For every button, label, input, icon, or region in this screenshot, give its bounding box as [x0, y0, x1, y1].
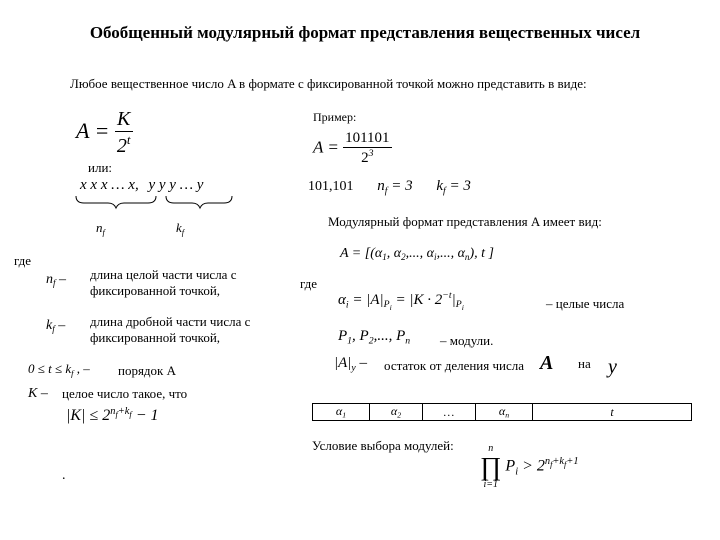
alpha-tail: |	[451, 291, 456, 308]
condition-formula: n ∏ i=1 $P_i > 2^{n_f+k_f+1}$	[480, 443, 579, 490]
braces	[74, 194, 234, 210]
example-formula	[313, 130, 392, 167]
remainder-a: A	[540, 352, 554, 374]
format-cell-ellipsis: …	[423, 404, 476, 421]
remainder-abs: |A|	[334, 355, 352, 371]
t-ineq-text: 0 ≤ t ≤ k	[28, 361, 72, 376]
example-numerator: 101101	[345, 130, 390, 146]
nf-definition: длина целой части числа с фиксированной точкой,	[90, 267, 237, 298]
example-denominator: 2	[361, 149, 369, 166]
modular-formula: $A = [(\alpha_1$, $\alpha_2$,..., $\alpha_i$,..., $\alpha_n$), t ]	[340, 246, 494, 263]
k-symbol: K –	[28, 386, 48, 401]
kf-definition: длина дробной части числа с фиксированной точкой,	[90, 314, 251, 345]
remainder-expr: $|A|_y$ –	[334, 355, 367, 374]
or-label: или:	[88, 160, 113, 175]
example-lhs: A =	[313, 137, 339, 157]
moduli-note: – модули.	[440, 333, 494, 348]
format-cell-alphan: $\alpha_n$	[476, 404, 533, 421]
format-cell-t: t	[533, 404, 692, 421]
alpha-symbol: α	[338, 291, 346, 308]
where-right: где	[300, 276, 318, 291]
intro-text: Любое вещественное число A в формате с фиксированной точкой можно представить в виде:	[70, 76, 587, 91]
brace-right	[166, 196, 232, 208]
example-den-exp: 3	[368, 148, 374, 159]
moduli-symbol: P	[338, 328, 348, 344]
digits-integer: x x x … x,	[80, 177, 139, 193]
format-cell-alphan-text: α	[498, 404, 506, 419]
moduli-list: $P_1$, $P_2$,..., $P_n$	[338, 328, 411, 347]
format-cell-alpha2-text: α	[390, 404, 398, 419]
alpha-eq: = |K · 2	[395, 291, 443, 308]
digits-nf-letter: n	[96, 220, 103, 235]
example-kf: = 3	[449, 178, 471, 194]
digits-nf: $n_f$	[96, 220, 105, 237]
product-symbol: ∏	[480, 452, 502, 481]
k-ineq-rhs: − 1	[135, 407, 159, 425]
k-definition: целое число такое, что	[62, 386, 188, 401]
digits-fraction: y y y … y	[148, 177, 204, 193]
condition-gt: > 2	[522, 457, 545, 475]
format-table	[312, 403, 692, 421]
kf-symbol: $k_f$ –	[46, 318, 66, 335]
t-inequality: $0 \le t \le k_f$ , –	[28, 361, 90, 378]
remainder-text: остаток от деления числа	[384, 358, 525, 373]
alpha-note: – целые числа	[546, 296, 625, 311]
formula-a: A = $\frac{K}{2^t}$	[76, 108, 131, 157]
example-value: 101,101	[308, 179, 354, 194]
condition-p: P	[505, 457, 516, 475]
digits-row	[80, 177, 203, 194]
format-cell-alpha2: $\alpha_2$	[370, 404, 423, 421]
digits-kf-letter: k	[176, 220, 182, 235]
digits-kf: $k_f$	[176, 220, 185, 237]
k-inequality: $|K| \le 2^{n_f+k_f} - 1$	[66, 406, 159, 425]
page-title: Обобщенный модулярный формат представления вещественных чисел	[89, 23, 641, 42]
remainder-y: y	[608, 356, 617, 378]
formula-a-numerator: K	[115, 108, 133, 132]
formula-a-lhs: A =	[76, 117, 110, 143]
remainder-on: на	[578, 356, 591, 371]
condition-label: Условие выбора модулей:	[312, 438, 454, 453]
modular-formula-start: A = [(α	[340, 246, 383, 261]
brace-left	[76, 196, 156, 208]
example-values: 101,101 $n_f = 3$ $k_f = 3$	[308, 178, 471, 197]
example-nf: = 3	[391, 178, 413, 194]
where-left: где	[14, 253, 32, 268]
formula-a-denominator: 2	[116, 134, 127, 157]
example-label: Пример:	[313, 110, 357, 124]
nf-symbol: $n_f$ –	[46, 272, 67, 289]
format-cell-alpha1-text: α	[335, 404, 343, 419]
modular-intro: Модулярный формат представления A имеет вид:	[328, 214, 602, 229]
t-definition: порядок A	[118, 363, 177, 378]
alpha-definition: $\alpha_i = |A|_{P_i} = |K \cdot 2^{-t}|_{P_i}$	[338, 290, 464, 313]
k-ineq-lhs: |K| ≤ 2	[66, 407, 111, 425]
format-cell-alpha1: $\alpha_1$	[313, 404, 370, 421]
alpha-mid: = |A|	[352, 291, 384, 308]
stray-dot: .	[62, 468, 66, 483]
